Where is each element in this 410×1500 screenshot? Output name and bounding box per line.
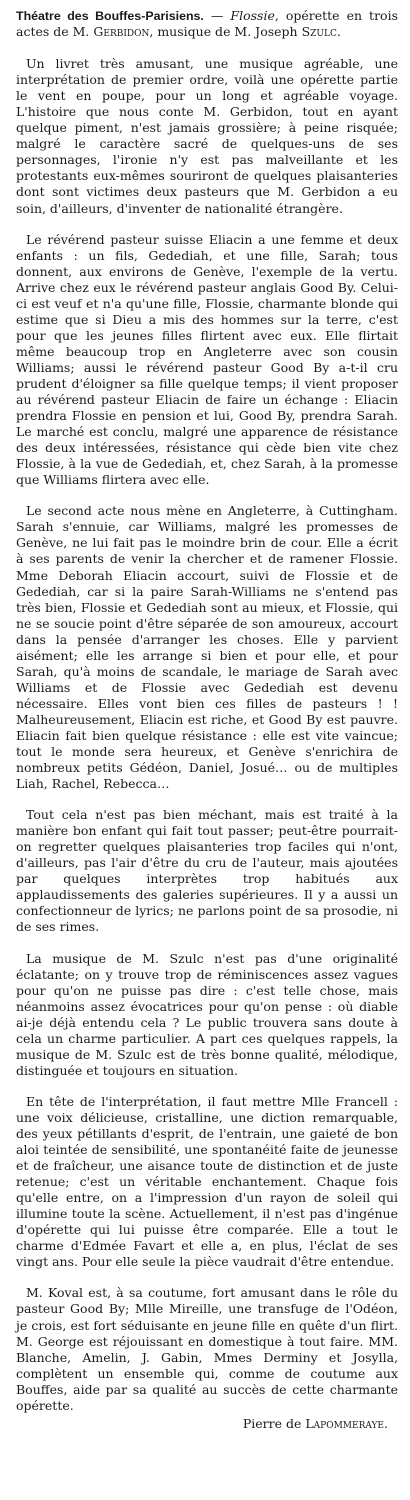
heading-desc-2: , musique de M. Joseph (149, 24, 302, 40)
librettist-name: Gerbidon (93, 24, 150, 40)
heading-dash: — (203, 8, 231, 23)
work-title: Flossie (230, 8, 275, 23)
heading-desc-3: . (336, 24, 341, 40)
paragraph-music: La musique de M. Szulc n'est pas d'une originalité éclatante; on y trouve trop de réminiscences assez vagues pour qu'on ne puisse pas dire : c'est telle chose, mais néanmoins assez évocatrices pour qu'on pense : où diable ai-je déjà entendu cela ? Le public trouvera sans doute à cela un charme particulier. A part ces quelques rappels, la musique de M. Szulc est de très bonne qualité, mélodique, distinguée et toujours en situation. (16, 950, 398, 1078)
author-signature (16, 1416, 398, 1432)
paragraph-act-two: Le second acte nous mène en Angleterre, à Cuttingham. Sarah s'ennuie, car Williams, malgré les promesses de Genève, ne lui fait pas le moindre brin de cour. Elle a écrit à ses parents de venir la chercher et de ramener Flossie. Mme Deborah Eliacin accourt, suivi de Flossie et de Gedediah, car si la paire Sarah-Williams ne s'entend pas très bien, Flossie et Gedediah sont au mieux, et Flossie, qui ne se soucie point d'être séparée de son amoureux, accourt dans la pensée d'arranger les choses. Elle y parvient aisément; elle les arrange si bien et pour elle, et pour Sarah, qu'à moins de scandale, le mariage de Sarah avec Williams et de Flossie avec Gedediah est devenu nécessaire. Elles vont bien ces filles de pasteurs ! ! Malheureusement, Eliacin est riche, et Good By est pauvre. Eliacin fait bien quelque résistance : elle est vite vaincue; tout le monde sera heureux, et Genève s'enrichira de nombreux petits Gédéon, Daniel, Josué… ou de multiples Liah, Rachel, Rebecca… (16, 503, 398, 792)
venue-name: Théatre des Bouffes-Parisiens. (16, 9, 204, 23)
composer-name: Szulc (301, 24, 337, 40)
paragraph-cast: M. Koval est, à sa coutume, fort amusant dans le rôle du pasteur Good By; Mlle Mireille, une transfuge de l'Odéon, je crois, est fort séduisante en jeune fille en quête d'un flirt. M. George est réjouissant en domestique à tout faire. MM. Blanche, Amelin, J. Gabin, Mmes Derminy et Josylla, complètent un ensemble qui, comme de coutume aux Bouffes, aide par sa qualité au succès de cette charmante opérette. (16, 1285, 398, 1413)
review-heading (16, 8, 398, 40)
paragraph-intro: Un livret très amusant, une musique agréable, une interprétation de premier ordre, voilà une opérette partie le vent en poupe, pour un long et agréable voyage. L'histoire que nous conte M. Gerbidon, tout en ayant quelque piment, n'est jamais grossière; à peine risquée; malgré le caractère sacré de quelques-uns de ses personnages, l'ironie n'y est pas malveillante et les protestants eux-mêmes souriront de quelques plaisanteries dont sont victimes deux pasteurs que M. Gerbidon a eu soin, d'ailleurs, d'inventer de nationalité étrangère. (16, 56, 398, 216)
signature-end: . (384, 1415, 388, 1431)
paragraph-act-one: Le révérend pasteur suisse Eliacin a une femme et deux enfants : un fils, Gedediah, et une fille, Sarah; tous donnent, aux environs de Genève, l'exemple de la vertu. Arrive chez eux le révérend pasteur anglais Good By. Celui-ci est veuf et n'a qu'une fille, Flossie, charmante blonde qui estime que si Dieu a mis des hommes sur la terre, c'est pour que les jeunes filles flirtent avec eux. Elle flirtait même beaucoup trop en Angleterre avec son cousin Williams; aussi le révérend pasteur Good By a-t-il cru prudent d'éloigner sa fille quelque temps; il vient proposer au révérend pasteur Eliacin de faire un échange : Eliacin prendra Flossie en pension et lui, Good By, prendra Sarah. Le marché est conclu, malgré une apparence de résistance des deux intéressées, résistance qui cède bien vite chez Flossie, à la vue de Gedediah, et, chez Sarah, à la promesse que Williams flirtera avec elle. (16, 231, 398, 488)
signature-first: Pierre de (242, 1415, 306, 1431)
heading-desc-1: , opérette en trois actes de M. (16, 8, 398, 40)
paragraph-assessment: Tout cela n'est pas bien méchant, mais est traité à la manière bon enfant qui fait tout passer; peut-être pourrait-on regretter quelques plaisanteries trop faciles qui n'ont, d'ailleurs, pas l'air d'être du cru de l'auteur, mais ajoutées par quelques interprètes trop habitués aux applaudissements des galeries supérieures. Il y a aussi un confectionneur de lyrics; ne parlons point de sa prosodie, ni de ses rimes. (16, 807, 398, 935)
paragraph-lead-performer: En tête de l'interprétation, il faut mettre Mlle Francell : une voix délicieuse, cristalline, une diction remarquable, des yeux pétillants d'esprit, de l'entrain, une gaieté de bon aloi teintée de sensibilité, une spontanéité faite de jeunesse et de fraîcheur, une aisance toute de distinction et de juste retenue; c'est un véritable enchantement. Chaque fois qu'elle entre, on a l'impression d'un rayon de soleil qui illumine toute la scène. Actuellement, il n'est pas d'ingénue d'opérette qui lui puisse être comparée. Elle a tout le charme d'Edmée Favart et elle a, en plus, l'éclat de ses vingt ans. Pour elle seule la pièce vaudrait d'être entendue. (16, 1093, 398, 1270)
signature-last: Lapommeraye (305, 1415, 385, 1431)
